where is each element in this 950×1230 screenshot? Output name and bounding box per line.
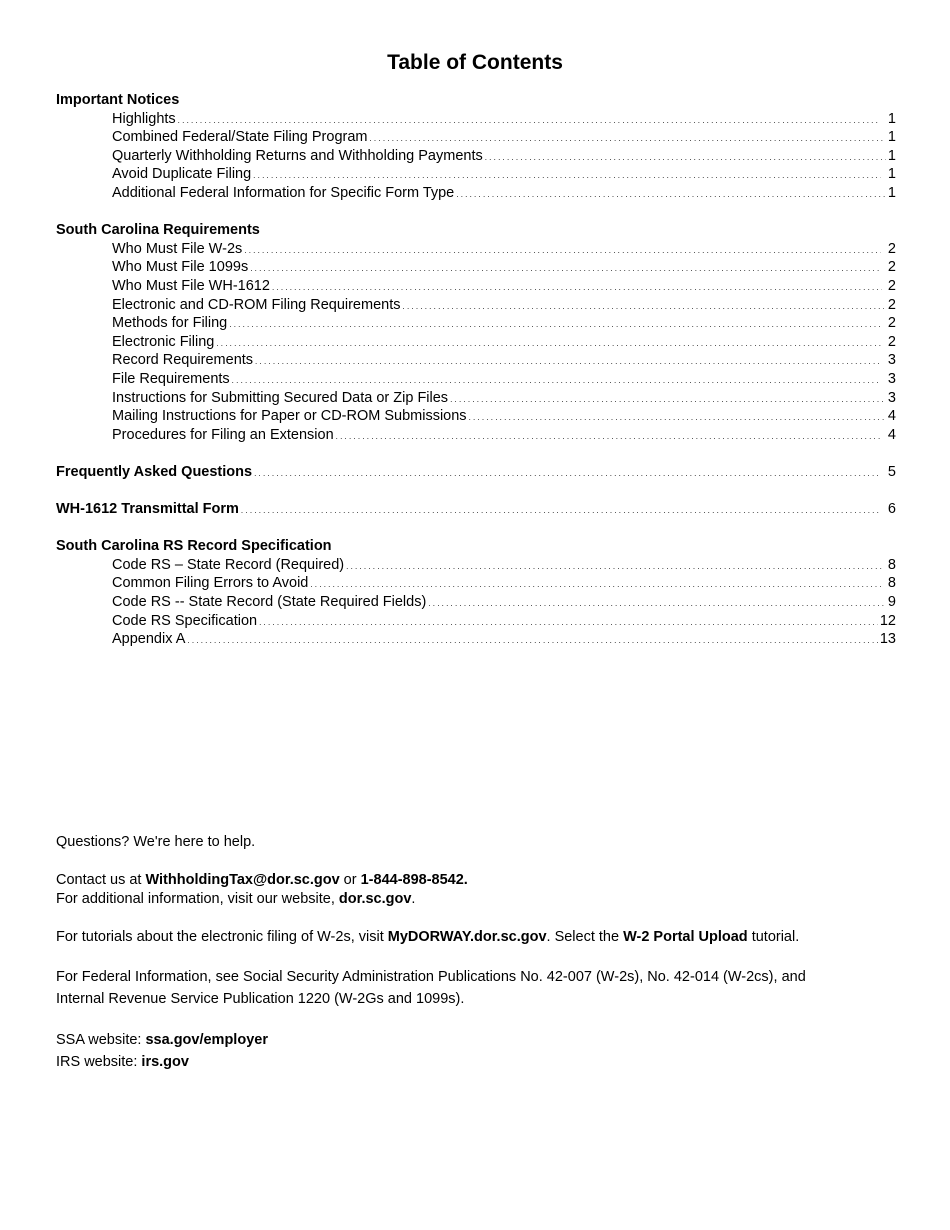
toc-entry-label: Avoid Duplicate Filing — [112, 166, 252, 183]
ssa-label: SSA website: — [56, 1032, 146, 1048]
toc-entry-label: Mailing Instructions for Paper or CD-ROM Submissions — [112, 408, 467, 425]
irs-website-line — [56, 1051, 896, 1073]
toc-entry-label: WH-1612 Transmittal Form — [56, 501, 239, 518]
irs-link[interactable]: irs.gov — [141, 1054, 189, 1070]
toc-entry-page: 9 — [887, 594, 896, 611]
toc-entry-page: 2 — [887, 296, 896, 313]
toc-entry-page: 8 — [887, 575, 896, 592]
dot-leader — [216, 333, 880, 354]
toc-entry-label: Instructions for Submitting Secured Data or Zip Files — [112, 389, 449, 406]
toc-entry-page: 1 — [887, 147, 896, 164]
dot-leader — [241, 500, 881, 521]
toc-entry-page: 8 — [887, 556, 896, 573]
dot-leader — [369, 128, 883, 149]
toc-entry-page: 2 — [887, 315, 896, 332]
toc-entry — [56, 314, 896, 333]
irs-label: IRS website: — [56, 1054, 142, 1070]
toc-entry — [56, 277, 896, 296]
toc-entry-faq — [56, 463, 896, 482]
toc-entry-page: 4 — [887, 426, 896, 443]
toc-entry-page: 4 — [887, 408, 896, 425]
toc-entry-page: 1 — [887, 129, 896, 146]
toc-entry-label: Who Must File 1099s — [112, 259, 249, 276]
dot-leader — [259, 612, 878, 633]
tutorial-prefix: For tutorials about the electronic filing of W-2s, visit — [56, 929, 388, 945]
toc-entry-label: Frequently Asked Questions — [56, 463, 253, 480]
toc-entry — [56, 630, 896, 649]
dot-leader — [346, 556, 883, 577]
toc-entry — [56, 128, 896, 147]
dot-leader — [250, 258, 881, 279]
or-text: or — [339, 872, 361, 888]
contact-info — [56, 833, 896, 1073]
toc-entry — [56, 165, 896, 184]
toc-entry-label: Record Requirements — [112, 352, 254, 369]
tutorial-name: W-2 Portal Upload — [623, 929, 748, 945]
toc-entry-label: Highlights — [112, 110, 176, 127]
toc-entry — [56, 593, 896, 612]
toc-entry-page: 1 — [887, 110, 896, 127]
toc-entry-page: 2 — [887, 277, 896, 294]
dot-leader — [178, 110, 880, 131]
toc-entry-label: Methods for Filing — [112, 315, 228, 332]
toc-entry — [56, 574, 896, 593]
dot-leader — [485, 147, 886, 168]
toc-entry — [56, 296, 896, 315]
toc-entry-label: Code RS – State Record (Required) — [112, 556, 345, 573]
toc-entry-page: 2 — [887, 333, 896, 350]
toc-entry — [56, 612, 896, 631]
toc-section-heading: South Carolina RS Record Specification — [56, 538, 332, 555]
page-title: Table of Contents — [387, 51, 563, 74]
dot-leader — [244, 240, 881, 261]
toc-entry — [56, 333, 896, 352]
toc-entry — [56, 147, 896, 166]
federal-info-line-2: Internal Revenue Service Publication 1220 (W-2Gs and 1099s). — [56, 991, 465, 1007]
toc-entry-page: 1 — [887, 184, 896, 201]
toc-entry-label: Code RS -- State Record (State Required Fields) — [112, 594, 427, 611]
toc-entry-page: 3 — [887, 370, 896, 387]
website-prefix: For additional information, visit our website, — [56, 891, 339, 907]
contact-prefix: Contact us at — [56, 872, 146, 888]
toc-entry-label: Combined Federal/State Filing Program — [112, 129, 368, 146]
toc-entry-page: 1 — [887, 166, 896, 183]
contact-line — [56, 871, 896, 890]
toc-entry-page: 5 — [887, 463, 896, 480]
toc-entry — [56, 184, 896, 203]
toc-entry-page: 13 — [879, 631, 896, 648]
toc-entry-label: Appendix A — [112, 631, 186, 648]
toc-entry-label: Additional Federal Information for Specific Form Type — [112, 184, 455, 201]
toc-entry-page: 3 — [887, 389, 896, 406]
toc-entry-transmittal — [56, 500, 896, 519]
dot-leader — [229, 314, 881, 335]
toc-section-heading: South Carolina Requirements — [56, 222, 260, 239]
toc-entry — [56, 407, 896, 426]
toc-section-heading: Important Notices — [56, 92, 180, 108]
dot-leader — [254, 463, 881, 484]
dot-leader — [403, 296, 885, 317]
toc-entry-label: Electronic Filing — [112, 333, 215, 350]
toc-entry-page: 6 — [887, 501, 896, 518]
toc-entry — [56, 258, 896, 277]
toc-entry-label: Who Must File WH-1612 — [112, 277, 270, 294]
table-of-contents — [56, 91, 896, 649]
toc-entry-label: Electronic and CD-ROM Filing Requirements — [112, 296, 401, 313]
dot-leader — [253, 165, 881, 186]
toc-entry — [56, 110, 896, 129]
website-link[interactable]: dor.sc.gov — [338, 891, 412, 907]
toc-entry-label: Quarterly Withholding Returns and Withholding Payments — [112, 147, 483, 164]
toc-entry-label: Who Must File W-2s — [112, 240, 243, 257]
toc-entry — [56, 426, 896, 445]
dot-leader — [255, 351, 881, 372]
toc-entry-label: File Requirements — [112, 370, 230, 387]
ssa-website-line — [56, 1029, 896, 1051]
website-suffix: . — [411, 891, 416, 907]
tutorial-line — [56, 928, 896, 947]
phone-number: 1-844-898-8542. — [360, 872, 468, 888]
dot-leader — [187, 630, 877, 651]
ssa-link[interactable]: ssa.gov/employer — [145, 1032, 268, 1048]
dot-leader — [310, 574, 882, 595]
toc-entry-page: 2 — [887, 259, 896, 276]
toc-entry-label: Procedures for Filing an Extension — [112, 426, 334, 443]
tutorial-site-link[interactable]: MyDORWAY.dor.sc.gov — [387, 929, 547, 945]
tutorial-suffix: tutorial. — [747, 929, 800, 945]
dot-leader — [336, 426, 883, 447]
email-link[interactable]: WithholdingTax@dor.sc.gov — [145, 872, 340, 888]
dot-leader — [469, 407, 886, 428]
toc-entry — [56, 240, 896, 259]
tutorial-mid: . Select the — [546, 929, 624, 945]
website-line — [56, 890, 896, 909]
help-line: Questions? We're here to help. — [56, 834, 256, 850]
toc-entry — [56, 389, 896, 408]
dot-leader — [428, 593, 884, 614]
toc-entry-label: Code RS Specification — [112, 612, 258, 629]
toc-entry-page: 3 — [887, 352, 896, 369]
toc-entry-label: Common Filing Errors to Avoid — [112, 575, 309, 592]
dot-leader — [272, 277, 882, 298]
toc-entry — [56, 556, 896, 575]
federal-info-line-1: For Federal Information, see Social Security Administration Publications No. 42-007 (W-2s), No. 42-014 (W-2cs), and — [56, 969, 806, 985]
toc-entry — [56, 351, 896, 370]
dot-leader — [232, 370, 881, 391]
toc-entry-page: 2 — [887, 240, 896, 257]
dot-leader — [450, 389, 885, 410]
toc-entry — [56, 370, 896, 389]
dot-leader — [456, 184, 885, 205]
toc-entry-page: 12 — [879, 612, 896, 629]
